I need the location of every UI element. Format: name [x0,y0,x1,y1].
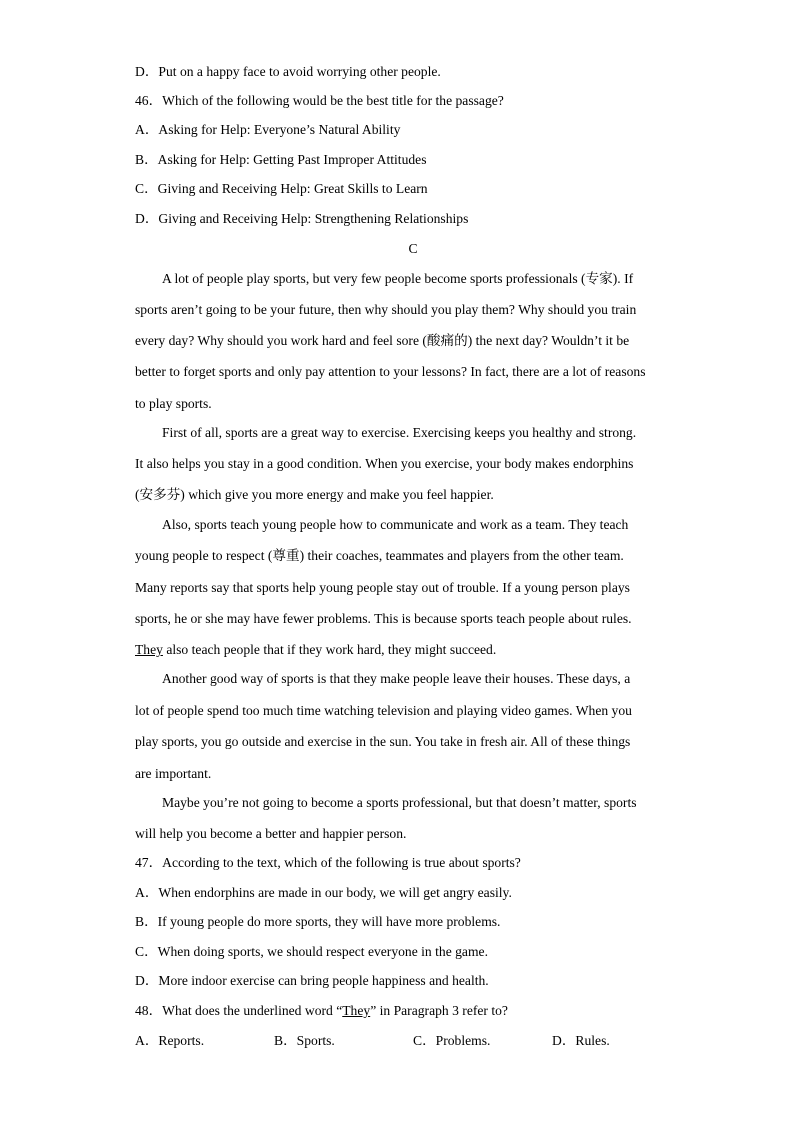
passage-line: Another good way of sports is that they make people leave their houses. These days, a [162,671,631,686]
q48-stem-post: ” in Paragraph 3 refer to? [370,1003,508,1018]
q46-option-c: C．Giving and Receiving Help: Great Skills to Learn [135,181,428,196]
q47-option-c: C．When doing sports, we should respect everyone in the game. [135,944,488,959]
q48-option-c: C．Problems. [413,1033,491,1048]
q48-stem-pre: 48．What does the underlined word “ [135,1003,343,1018]
q46-option-d: D．Giving and Receiving Help: Strengthening Relationships [135,211,469,226]
passage-line: Maybe you’re not going to become a sports professional, but that doesn’t matter, sports [162,795,637,810]
q48-option-b: B．Sports. [274,1033,335,1048]
q48-option-a: A．Reports. [135,1033,205,1048]
passage-line: sports aren’t going to be your future, then why should you play them? Why should you train [135,302,637,317]
section-label: C [408,241,418,256]
q48-stem [135,1002,508,1020]
q48-option-d: D．Rules. [552,1033,610,1048]
passage-line: It also helps you stay in a good condition. When you exercise, your body makes endorphins [135,456,634,471]
q47-stem: 47．According to the text, which of the following is true about sports? [135,855,521,870]
passage-line: A lot of people play sports, but very few people become sports professionals (专家). If [162,271,634,286]
passage-line: lot of people spend too much time watching television and playing video games. When you [135,703,632,718]
q47-option-d: D．More indoor exercise can bring people happiness and health. [135,973,489,988]
passage-line: will help you become a better and happier person. [135,826,407,841]
q48-underlined-word: They [342,1003,371,1018]
q45-option-d: D．Put on a happy face to avoid worrying other people. [135,64,441,79]
passage-line: sports, he or she may have fewer problems. This is because sports teach people about rules. [135,611,632,626]
passage-line: are important. [135,766,212,781]
passage-line [135,641,496,659]
underlined-word-they: They [135,642,163,657]
passage-line: First of all, sports are a great way to exercise. Exercising keeps you healthy and strong. [162,425,637,440]
passage-line: every day? Why should you work hard and feel sore (酸痛的) the next day? Wouldn’t it be [135,333,630,348]
q47-option-a: A．When endorphins are made in our body, we will get angry easily. [135,885,512,900]
q46-option-b: B．Asking for Help: Getting Past Improper Attitudes [135,152,427,167]
passage-line: play sports, you go outside and exercise in the sun. You take in fresh air. All of these things [135,734,631,749]
passage-text: also teach people that if they work hard, they might succeed. [162,642,497,657]
passage-line: young people to respect (尊重) their coaches, teammates and players from the other team. [135,548,624,563]
passage-line: to play sports. [135,396,212,411]
passage-line: better to forget sports and only pay attention to your lessons? In fact, there are a lot of reasons [135,364,646,379]
passage-line: Many reports say that sports help young people stay out of trouble. If a young person plays [135,580,630,595]
q46-option-a: A．Asking for Help: Everyone’s Natural Ability [135,122,401,137]
passage-line: Also, sports teach young people how to communicate and work as a team. They teach [162,517,629,532]
q46-stem: 46．Which of the following would be the best title for the passage? [135,93,504,108]
passage-line: (安多芬) which give you more energy and make you feel happier. [135,487,494,502]
q47-option-b: B．If young people do more sports, they will have more problems. [135,914,501,929]
